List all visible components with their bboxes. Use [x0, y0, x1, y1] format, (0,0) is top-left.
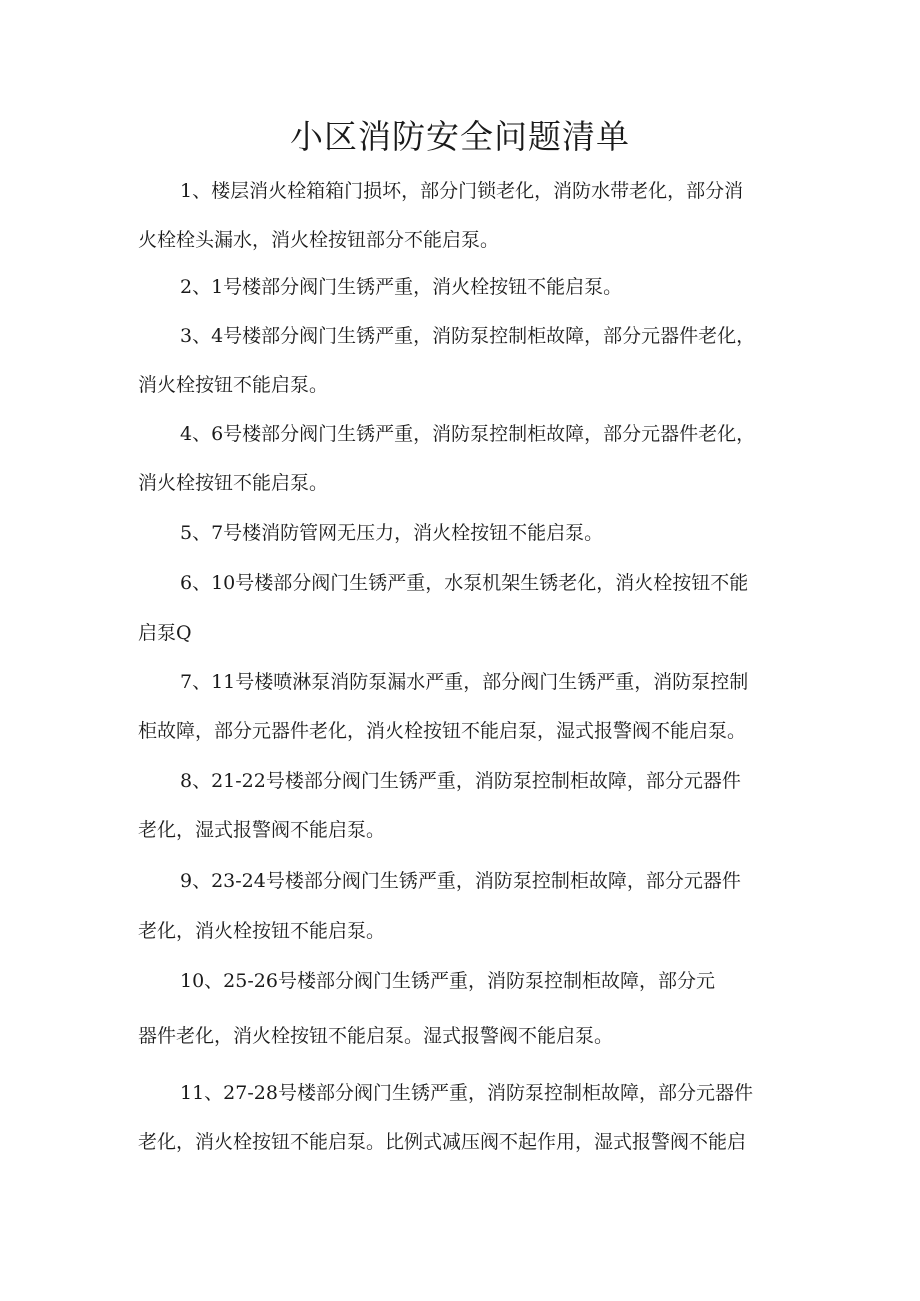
item-6-line-1: 6、10号楼部分阀门生锈严重，水泵机架生锈老化，消火栓按钮不能	[180, 572, 749, 594]
item-6-line-2: 启泵Q	[138, 622, 192, 644]
item-9-line-1: 9、23-24号楼部分阀门生锈严重，消防泵控制柜故障，部分元器件	[180, 870, 741, 892]
item-11-line-2: 老化，消火栓按钮不能启泵。比例式减压阀不起作用，湿式报警阀不能启	[138, 1131, 747, 1153]
item-8-line-1: 8、21-22号楼部分阀门生锈严重，消防泵控制柜故障，部分元器件	[180, 770, 741, 792]
item-1-line-2: 火栓栓头漏水，消火栓按钮部分不能启泵。	[138, 229, 500, 251]
document-title: 小区消防安全问题清单	[290, 117, 630, 156]
item-5-line-1: 5、7号楼消防管网无压力，消火栓按钮不能启泵。	[180, 522, 604, 544]
item-10-line-1: 10、25-26号楼部分阀门生锈严重，消防泵控制柜故障，部分元	[180, 970, 715, 992]
item-7-line-2: 柜故障，部分元器件老化，消火栓按钮不能启泵，湿式报警阀不能启泵。	[138, 720, 747, 742]
item-11-line-1: 11、27-28号楼部分阀门生锈严重，消防泵控制柜故障，部分元器件	[180, 1082, 753, 1104]
item-4-line-1: 4、6号楼部分阀门生锈严重，消防泵控制柜故障，部分元器件老化，	[180, 423, 756, 445]
item-7-line-1: 7、11号楼喷淋泵消防泵漏水严重，部分阀门生锈严重，消防泵控制	[180, 671, 749, 693]
item-4-line-2: 消火栓按钮不能启泵。	[138, 472, 329, 494]
item-3-line-2: 消火栓按钮不能启泵。	[138, 374, 329, 396]
item-10-line-2: 器件老化，消火栓按钮不能启泵。湿式报警阀不能启泵。	[138, 1025, 614, 1047]
item-1-line-1: 1、楼层消火栓箱箱门损坏，部分门锁老化，消防水带老化，部分消	[180, 180, 744, 202]
item-8-line-2: 老化，湿式报警阀不能启泵。	[138, 819, 386, 841]
item-3-line-1: 3、4号楼部分阀门生锈严重，消防泵控制柜故障，部分元器件老化，	[180, 325, 756, 347]
item-2-line-1: 2、1号楼部分阀门生锈严重，消火栓按钮不能启泵。	[180, 276, 623, 298]
item-9-line-2: 老化，消火栓按钮不能启泵。	[138, 920, 386, 942]
